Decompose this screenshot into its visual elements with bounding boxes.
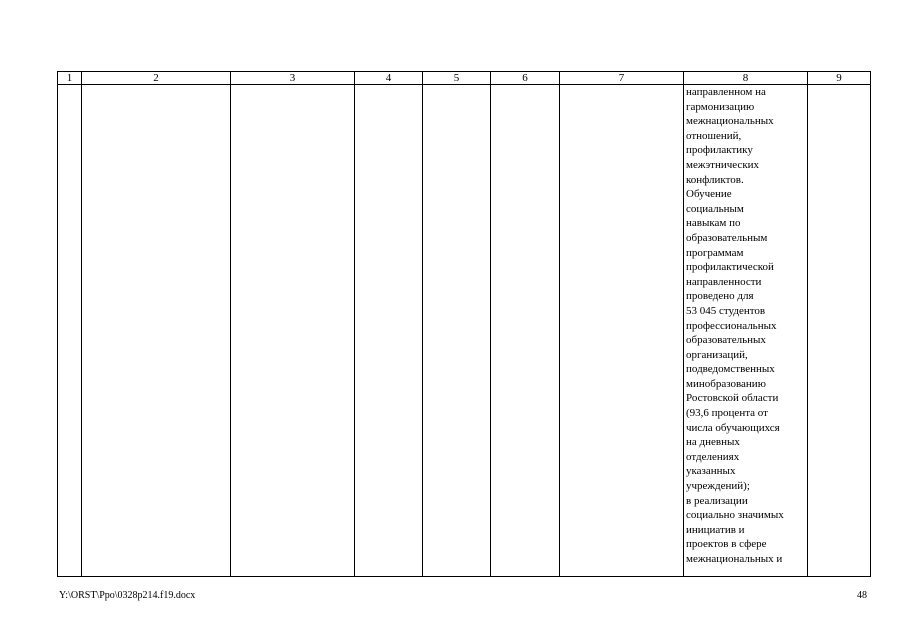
column-header-1: 1 bbox=[58, 72, 82, 85]
column-header-6: 6 bbox=[491, 72, 560, 85]
footer-file-path: Y:\ORST\Ppo\0328p214.f19.docx bbox=[59, 590, 196, 601]
cell-col-9 bbox=[808, 85, 871, 577]
table-row bbox=[58, 85, 871, 577]
column-header-3: 3 bbox=[231, 72, 355, 85]
column-header-8: 8 bbox=[684, 72, 808, 85]
cell-col-3 bbox=[231, 85, 355, 577]
cell-col-7 bbox=[560, 85, 684, 577]
page-number: 48 bbox=[857, 590, 867, 601]
column-number-row bbox=[58, 72, 871, 85]
column-header-9: 9 bbox=[808, 72, 871, 85]
column-header-4: 4 bbox=[355, 72, 423, 85]
cell-col-8-text: направленном на гармонизацию межнациональных отношений, профилактику межэтнических конфликтов. Обучение социальным навыкам по образовательным программам профилактической направленности проведено для 53 045 студентов профессиональных образовательных организаций, подведомственных минобразованию Ростовской области (93,6 процента от числа обучающихся на дневных отделениях указанных учреждений); в реализации социально значимых инициатив и проектов в сфере межнациональных и bbox=[686, 86, 784, 565]
column-header-5: 5 bbox=[423, 72, 491, 85]
cell-col-8 bbox=[684, 85, 808, 577]
column-header-7: 7 bbox=[560, 72, 684, 85]
cell-col-6 bbox=[491, 85, 560, 577]
cell-col-2 bbox=[82, 85, 231, 577]
cell-col-1 bbox=[58, 85, 82, 577]
continuation-table bbox=[57, 71, 871, 577]
cell-col-5 bbox=[423, 85, 491, 577]
cell-col-4 bbox=[355, 85, 423, 577]
column-header-2: 2 bbox=[82, 72, 231, 85]
